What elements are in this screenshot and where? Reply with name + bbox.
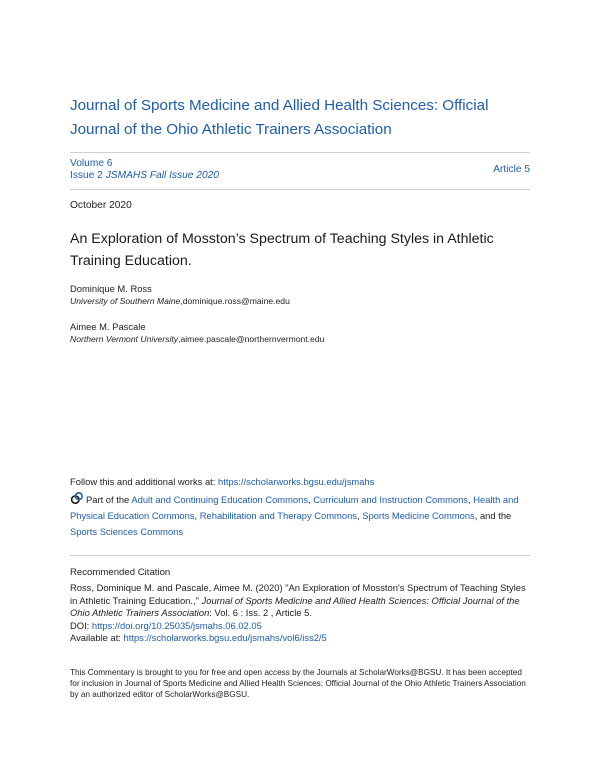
issue-prefix: Issue 2: [70, 170, 103, 181]
separator: ,: [474, 510, 478, 521]
header-divider: [70, 189, 530, 190]
volume-link[interactable]: Volume 6: [70, 158, 113, 169]
author-affiliation: University of Southern Maine,dominique.ross@maine.edu: [70, 296, 290, 306]
citation-journal: Journal of Sports Medicine and Allied Health Sciences: Official Journal of the Ohio Athletic Trainers Association: [70, 594, 520, 619]
affiliation-name: University of Southern Maine: [70, 296, 181, 306]
citation-authors: Ross, Dominique M. and Pascale, Aimee M. (2020) "An Exploration of Mosston's Spectrum of Teaching Styles in Athletic Training Education.,": [70, 582, 526, 606]
citation-heading: Recommended Citation: [70, 567, 171, 578]
follow-line: [70, 476, 374, 487]
author-entry: [70, 282, 290, 308]
follow-text: Follow this and additional works at:: [70, 476, 216, 487]
citation-divider: [70, 555, 530, 556]
author-email: aimee.pascale@northernvermont.edu: [180, 334, 325, 344]
commons-link[interactable]: Health and Physical Education Commons: [70, 494, 519, 521]
issue-title: JSMAHS Fall Issue 2020: [105, 170, 219, 181]
author-entry: [70, 320, 324, 346]
available-label: Available at:: [70, 632, 121, 644]
commons-link[interactable]: Curriculum and Instruction Commons: [313, 494, 468, 505]
author-name: Dominique M. Ross: [70, 283, 152, 294]
author-name: Aimee M. Pascale: [70, 321, 146, 332]
top-divider: [70, 152, 530, 153]
issue-link[interactable]: [70, 170, 219, 181]
part-of-prefix: Part of the: [86, 494, 130, 505]
available-link[interactable]: https://scholarworks.bgsu.edu/jsmahs/vol6/iss2/5: [123, 632, 327, 644]
author-affiliation: Northern Vermont University,aimee.pascale@northernvermont.edu: [70, 334, 325, 344]
open-access-icon: [70, 492, 83, 505]
author-email: dominique.ross@maine.edu: [182, 296, 290, 306]
footer-note: This Commentary is brought to you for free and open access by the Journals at ScholarWorks@BGSU. It has been accepted for inclusion in Journal of Sports Medicine and Allied Health Sciences: Official Journal of the Ohio Athletic Trainers Association by an authorized editor of ScholarWorks@BGSU.: [70, 668, 526, 699]
citation-volume: : Vol. 6 : Iss. 2 , Article 5.: [209, 607, 312, 619]
commons-link[interactable]: Adult and Continuing Education Commons: [131, 494, 309, 505]
article-number-link[interactable]: Article 5: [493, 164, 530, 175]
affiliation-name: Northern Vermont University: [70, 334, 179, 344]
doi-label: DOI:: [70, 619, 90, 631]
separator: ,: [308, 494, 314, 505]
publication-date: October 2020: [70, 200, 132, 211]
volume-issue-block: [70, 158, 219, 182]
and-the-text: and the: [479, 510, 512, 521]
commons-link[interactable]: Sports Sciences Commons: [70, 526, 184, 537]
separator: ,: [468, 494, 474, 505]
part-of-commons: [70, 492, 532, 540]
separator: ,: [194, 510, 200, 521]
commons-link[interactable]: Sports Medicine Commons: [362, 510, 475, 521]
commons-link[interactable]: Rehabilitation and Therapy Commons: [199, 510, 357, 521]
follow-url-link[interactable]: https://scholarworks.bgsu.edu/jsmahs: [218, 476, 375, 487]
doi-link[interactable]: https://doi.org/10.25035/jsmahs.06.02.05: [91, 619, 262, 631]
recommended-citation: [70, 582, 532, 645]
separator: ,: [356, 510, 363, 521]
journal-title-link[interactable]: Journal of Sports Medicine and Allied Health Sciences: Official Journal of the Ohio Athletic Trainers Association: [70, 97, 489, 138]
article-title: An Exploration of Mosston’s Spectrum of Teaching Styles in Athletic Training Education.: [70, 231, 494, 269]
